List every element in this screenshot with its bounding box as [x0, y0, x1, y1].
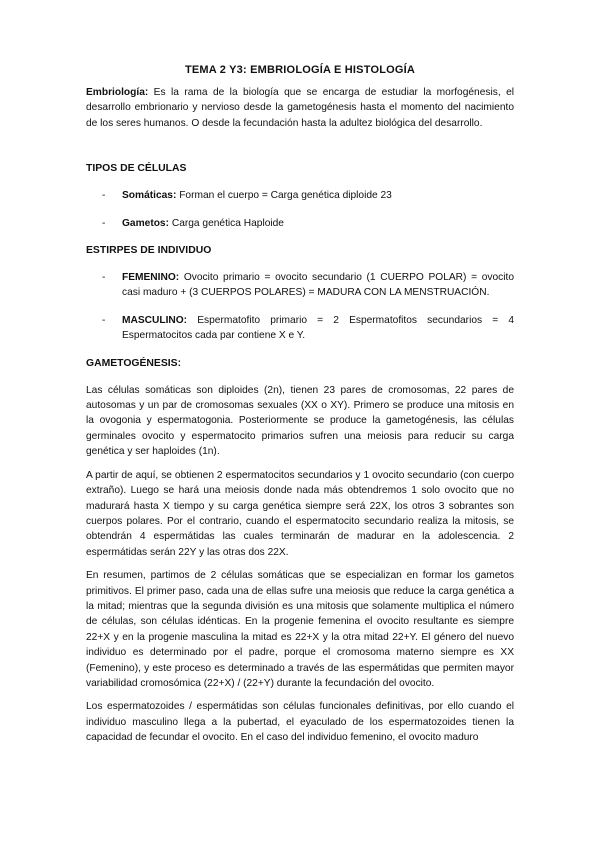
dash-bullet: - [102, 190, 106, 202]
item-term: Gametos: [122, 217, 169, 229]
gametogenesis-heading: GAMETOGÉNESIS: [86, 357, 182, 369]
intro-term: Embriología: [86, 87, 149, 98]
intro-paragraph [86, 85, 514, 131]
intro-text: Es la rama de la biología que se encarga de estudiar la morfogénesis, el desarrollo embrionario y nervioso desde la gametogénesis hasta el momento del nacimiento de los seres humanos. O desde la fecundación hasta la adultez biológica del desarrollo. [86, 87, 514, 129]
gametogenesis-paragraph: A partir de aquí, se obtienen 2 espermatocitos secundarios y 1 ovocito secundario (con cuerpo extraño). Luego se hará una meiosis donde nada más obtendremos 1 solo ovocito que no madurará hasta X tiempo y su carga genética siempre será 22X, los otros 3 sobrantes son cuerpos polares. Por el contrario, cuando el espermatocito secundario realiza la mitosis, se obtendrán 4 espermátidas las cuales terminarán de madurar en la adolescencia. 2 espermátidas serán 22Y y las otras dos 22X. [86, 469, 514, 558]
item-term: FEMENINO: [122, 272, 180, 284]
item-text: Forman el cuerpo = Carga genética diploide 23 [176, 190, 392, 202]
dash-bullet: - [102, 314, 106, 326]
item-text: Espermatofito primario = 2 Espermatofitos secundarios = 4 Espermatocitos cada par contiene X e Y. [122, 314, 514, 342]
gametogenesis-paragraph: En resumen, partimos de 2 células somáticas que se especializan en formar los gametos primitivos. El primer paso, cada una de ellas sufre una meiosis que reduce la carga genética a la mitad; mientras que la segunda división es una mitosis que solamente multiplica el número de células, son células idénticas. En la progenie femenina el ovocito resultante es siempre 22+X y en la progenie masculina la mitad es 22+X y la otra mitad 22+Y. El género del nuevo individuo es determinado por el padre, porque el cromosoma materno siempre es XX (Femenino), y este proceso es determinado a través de las espermátidas que permiten mayor variabilidad cromosómica (22+X) / (22+Y) durante la fecundación del ovocito. [86, 570, 514, 689]
cell-types-heading: TIPOS DE CÉLULAS [86, 163, 187, 175]
item-term: Somáticas: [122, 190, 177, 202]
cell-types-list [86, 188, 514, 231]
dash-bullet: - [102, 272, 106, 284]
item-text: Ovocito primario = ovocito secundario (1 CUERPO POLAR) = ovocito casi maduro + (3 CUERPOS POLARES) = MADURA CON LA MENSTRUACIÓN. [122, 272, 514, 299]
item-term: MASCULINO: [122, 314, 188, 326]
list-item [86, 270, 514, 301]
dash-bullet: - [102, 217, 106, 229]
stirpes-heading: ESTIRPES DE INDIVIDUO [86, 245, 212, 257]
gametogenesis-paragraph: Las células somáticas son diploides (2n), tienen 23 pares de cromosomas, 22 pares de autosomas y un par de cromosomas sexuales (XX o XY). Primero se produce una mitosis en la ovogonia y espermatogonia. Posteriormente se produce la gametogénesis, las células germinales ovocito y espermatocito primarios sufren una meiosis para reducir su carga genética y ser haploides (1n). [86, 384, 514, 458]
list-item [86, 188, 514, 203]
stirpes-list [86, 270, 514, 344]
list-item [86, 216, 514, 231]
document-title: TEMA 2 Y3: EMBRIOLOGÍA E HISTOLOGÍA [184, 64, 416, 76]
gametogenesis-paragraph: Los espermatozoides / espermátidas son células funcionales definitivas, por ello cuando el individuo masculino llega a la pubertad, el eyaculado de los espermatozoides tienen la capacidad de fecundar el ovocito. En el caso del individuo femenino, el ovocito maduro [86, 701, 514, 744]
item-text: Carga genética Haploide [169, 217, 284, 229]
list-item [86, 313, 514, 344]
